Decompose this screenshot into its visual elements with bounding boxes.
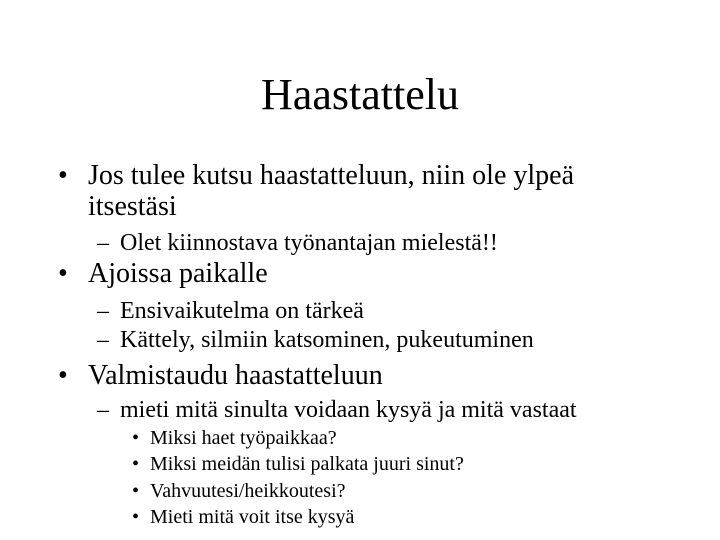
bullet-3-sub-1-text: mieti mitä sinulta voidaan kysyä ja mitä vastaat: [120, 397, 577, 423]
bullet-marker: •: [58, 160, 68, 191]
bullet-3-subsub-4-text: Mieti mitä voit itse kysyä: [150, 506, 355, 528]
sub-bullet-marker: –: [97, 327, 109, 353]
bullet-2-text: Ajoissa paikalle: [88, 258, 268, 289]
bullet-3-subsub-1-text: Miksi haet työpaikkaa?: [150, 427, 337, 449]
bullet-marker: •: [58, 258, 68, 289]
slide-title: Haastattelu: [261, 70, 459, 119]
bullet-3-subsub-2-text: Miksi meidän tulisi palkata juuri sinut?: [150, 453, 464, 475]
bullet-1-text-continued: itsestäsi: [88, 191, 177, 222]
sub-sub-bullet-marker: •: [132, 506, 140, 528]
bullet-3-text: Valmistaudu haastatteluun: [88, 360, 383, 391]
bullet-2-sub-2-text: Kättely, silmiin katsominen, pukeutuminen: [120, 327, 534, 353]
sub-sub-bullet-marker: •: [132, 427, 140, 449]
bullet-marker: •: [58, 360, 68, 391]
bullet-3-subsub-3-text: Vahvuutesi/heikkoutesi?: [150, 480, 346, 502]
bullet-2-sub-1-text: Ensivaikutelma on tärkeä: [120, 298, 364, 324]
sub-bullet-marker: –: [97, 298, 109, 324]
bullet-1-sub-1-text: Olet kiinnostava työnantajan mielestä!!: [120, 230, 498, 256]
bullet-1-text: Jos tulee kutsu haastatteluun, niin ole ylpeä: [88, 160, 575, 191]
sub-bullet-marker: –: [97, 397, 109, 423]
sub-sub-bullet-marker: •: [132, 480, 140, 502]
sub-sub-bullet-marker: •: [132, 453, 140, 475]
sub-bullet-marker: –: [97, 230, 109, 256]
